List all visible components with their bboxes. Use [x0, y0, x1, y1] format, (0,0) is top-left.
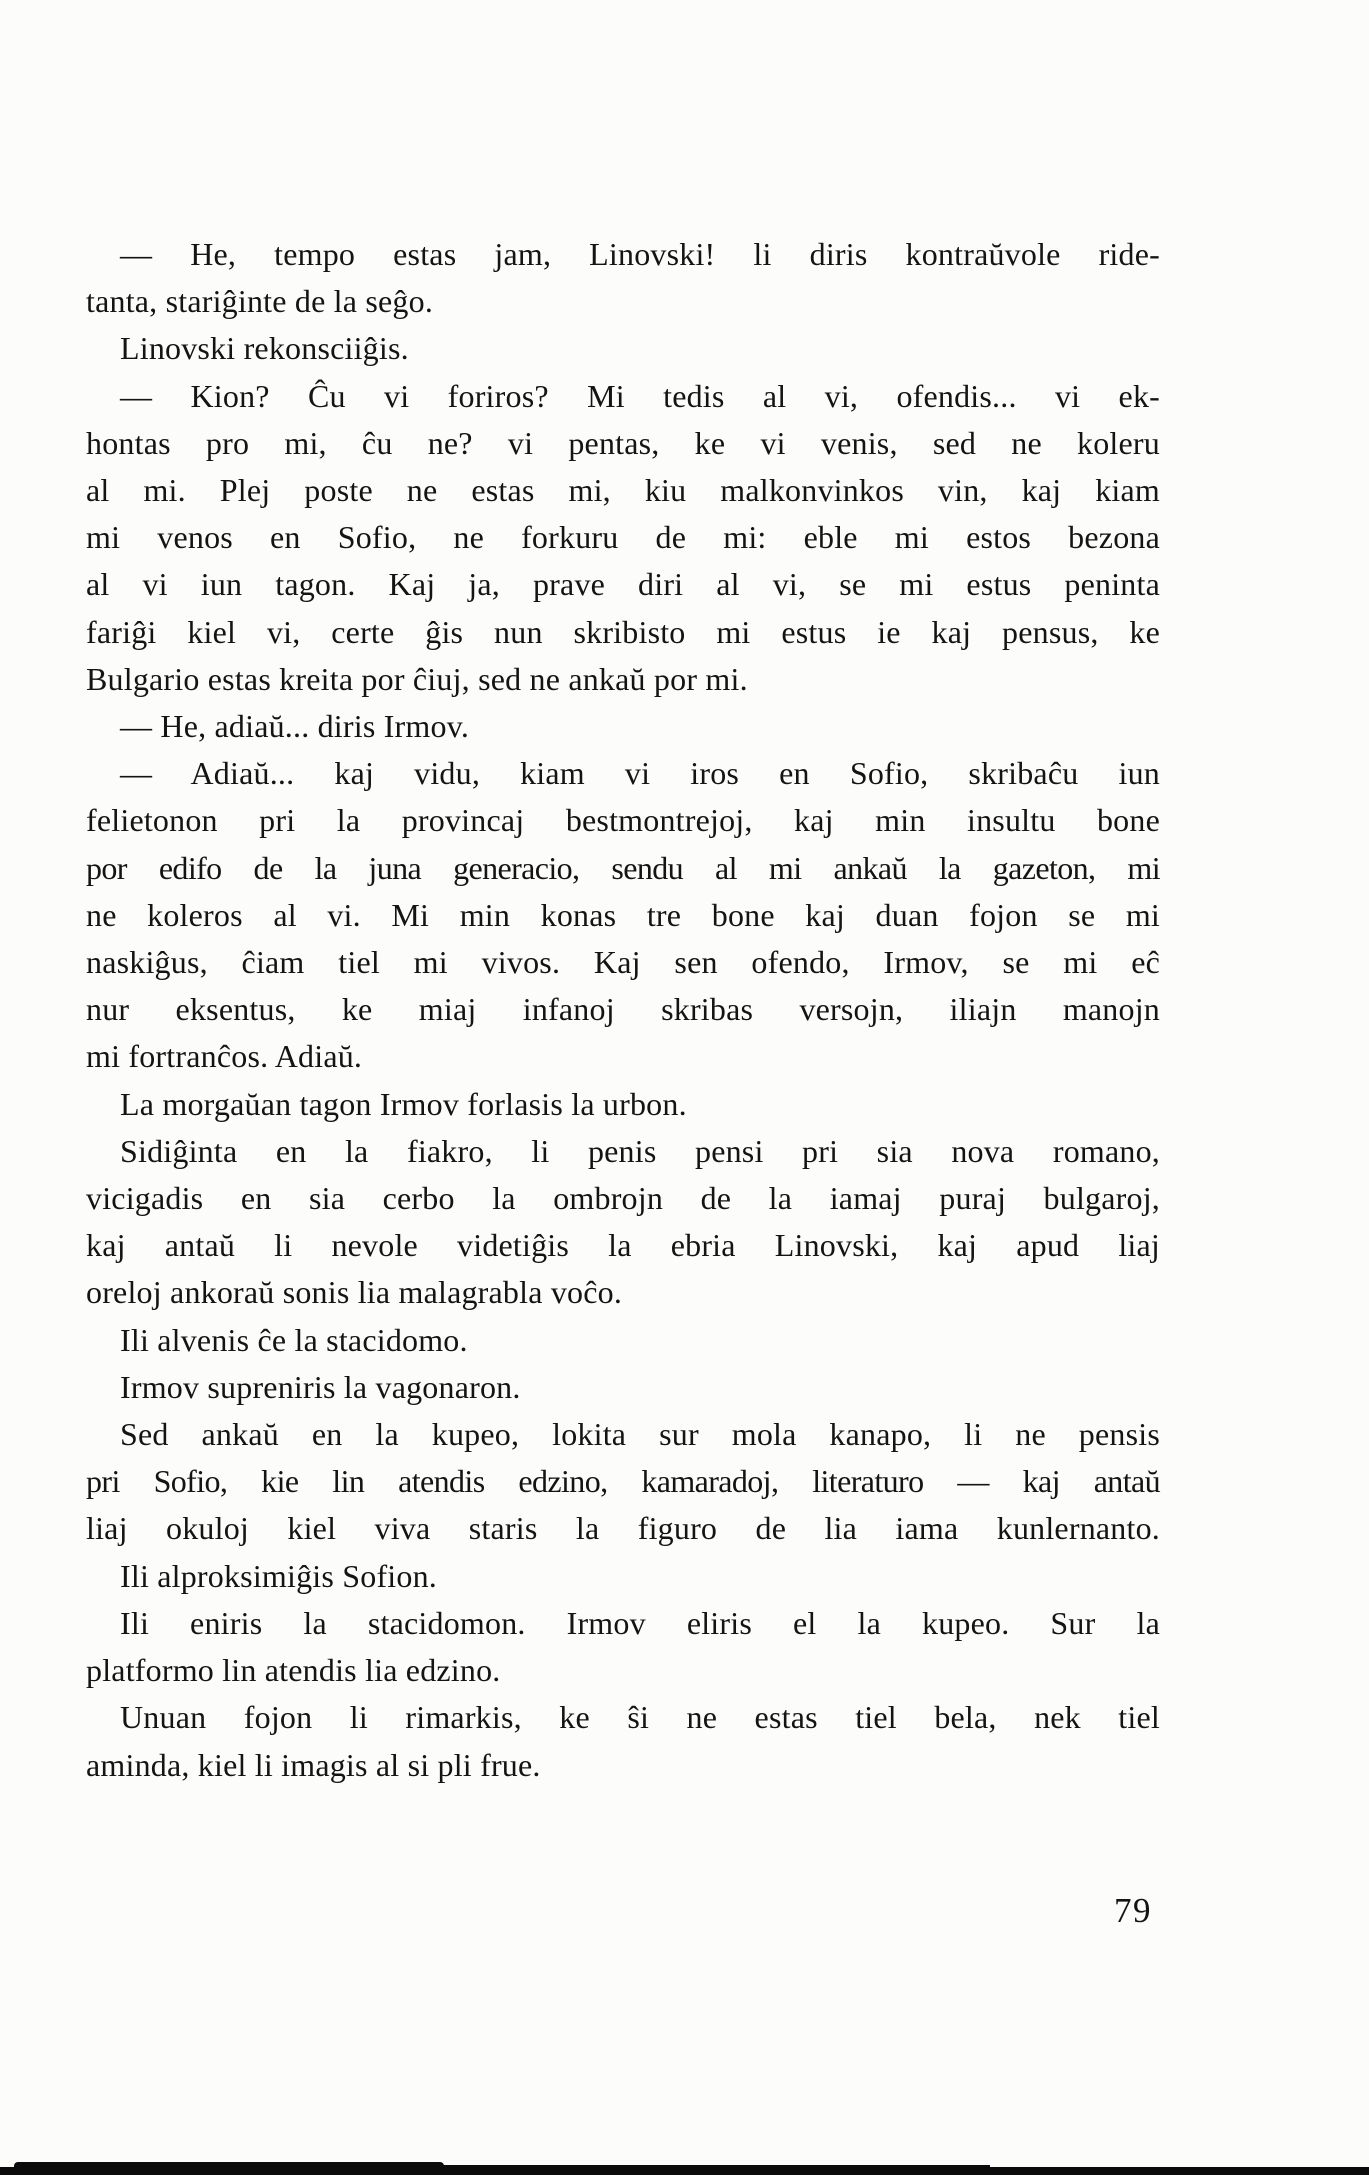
text-line: — He, tempo estas jam, Linovski! li diris kontraŭvole ride- — [120, 236, 1160, 272]
paragraph — [86, 1128, 1160, 1317]
paragraph — [86, 703, 1160, 750]
text-line: por edifo de la juna generacio, sendu al mi ankaŭ la gazeton, mi — [86, 849, 1160, 886]
text-line: naskiĝus, ĉiam tiel mi vivos. Kaj sen ofendo, Irmov, se mi eĉ — [86, 944, 1160, 981]
paragraph — [86, 1411, 1160, 1553]
text-line: Ili alproksimiĝis Sofion. — [120, 1557, 437, 1594]
text-line: platformo lin atendis lia edzino. — [86, 1652, 501, 1689]
paragraph — [86, 1081, 1160, 1128]
text-line: kaj antaŭ li nevole videtiĝis la ebria Linovski, kaj apud liaj — [86, 1227, 1160, 1264]
text-line: La morgaŭan tagon Irmov forlasis la urbon. — [120, 1085, 687, 1122]
paragraph — [86, 1553, 1160, 1600]
text-line: Bulgario estas kreita por ĉiuj, sed ne ankaŭ por mi. — [86, 660, 748, 697]
text-line: liaj okuloj kiel viva staris la figuro de lia iama kunlernanto. — [86, 1510, 1160, 1547]
text-line: hontas pro mi, ĉu ne? vi pentas, ke vi venis, sed ne koleru — [86, 424, 1160, 461]
text-line: oreloj ankoraŭ sonis lia malagrabla voĉo. — [86, 1274, 623, 1311]
text-line: nur eksentus, ke miaj infanoj skribas versojn, iliajn manojn — [86, 991, 1160, 1028]
paragraph — [86, 1364, 1160, 1411]
text-line: Ili alvenis ĉe la stacidomo. — [120, 1321, 468, 1358]
scan-edge-artifact — [430, 2165, 990, 2168]
paragraph — [86, 373, 1160, 703]
paragraph — [86, 1694, 1160, 1788]
text-line: Linovski rekonsciiĝis. — [120, 330, 409, 367]
text-line: — He, adiaŭ... diris Irmov. — [120, 708, 470, 745]
text-line: — Kion? Ĉu vi foriros? Mi tedis al vi, ofendis... vi ek- — [120, 377, 1160, 414]
text-line: tanta, stariĝinte de la seĝo. — [86, 283, 434, 320]
page-number: 79 — [1114, 1891, 1152, 1930]
text-line: fariĝi kiel vi, certe ĝis nun skribisto mi estus ie kaj pensus, ke — [86, 613, 1160, 650]
text-line: Unuan fojon li rimarkis, ke ŝi ne estas tiel bela, nek tiel — [120, 1699, 1160, 1736]
paragraph — [86, 325, 1160, 372]
paragraph — [86, 1600, 1160, 1694]
text-line: mi fortranĉos. Adiaŭ. — [86, 1038, 363, 1075]
paragraph — [86, 231, 1160, 325]
text-line: Irmov supreniris la vagonaron. — [120, 1368, 521, 1405]
text-line: al mi. Plej poste ne estas mi, kiu malkonvinkos vin, kaj kiam — [86, 472, 1160, 509]
scan-edge-artifact — [14, 2162, 444, 2168]
text-line: mi venos en Sofio, ne forkuru de mi: eble mi estos bezona — [86, 519, 1160, 556]
text-line: ne koleros al vi. Mi min konas tre bone kaj duan fojon se mi — [86, 896, 1160, 933]
text-line: al vi iun tagon. Kaj ja, prave diri al vi, se mi estus peninta — [86, 566, 1160, 603]
text-line: aminda, kiel li imagis al si pli frue. — [86, 1746, 541, 1783]
paragraph — [86, 750, 1160, 1080]
text-line: Sed ankaŭ en la kupeo, lokita sur mola kanapo, li ne pensis — [120, 1416, 1160, 1453]
text-line: — Adiaŭ... kaj vidu, kiam vi iros en Sofio, skribaĉu iun — [120, 755, 1160, 792]
text-line: felietonon pri la provincaj bestmontrejoj, kaj min insultu bone — [86, 802, 1160, 839]
text-line: Ili eniris la stacidomon. Irmov eliris el la kupeo. Sur la — [120, 1604, 1160, 1641]
text-line: Sidiĝinta en la fiakro, li penis pensi pri sia nova romano, — [120, 1132, 1160, 1169]
text-block — [86, 231, 1160, 1789]
text-line: pri Sofio, kie lin atendis edzino, kamaradoj, literaturo — kaj antaŭ — [86, 1463, 1160, 1500]
text-line: vicigadis en sia cerbo la ombrojn de la iamaj puraj bulgaroj, — [86, 1180, 1160, 1217]
paragraph — [86, 1317, 1160, 1364]
scan-edge-artifact — [0, 2167, 1369, 2175]
